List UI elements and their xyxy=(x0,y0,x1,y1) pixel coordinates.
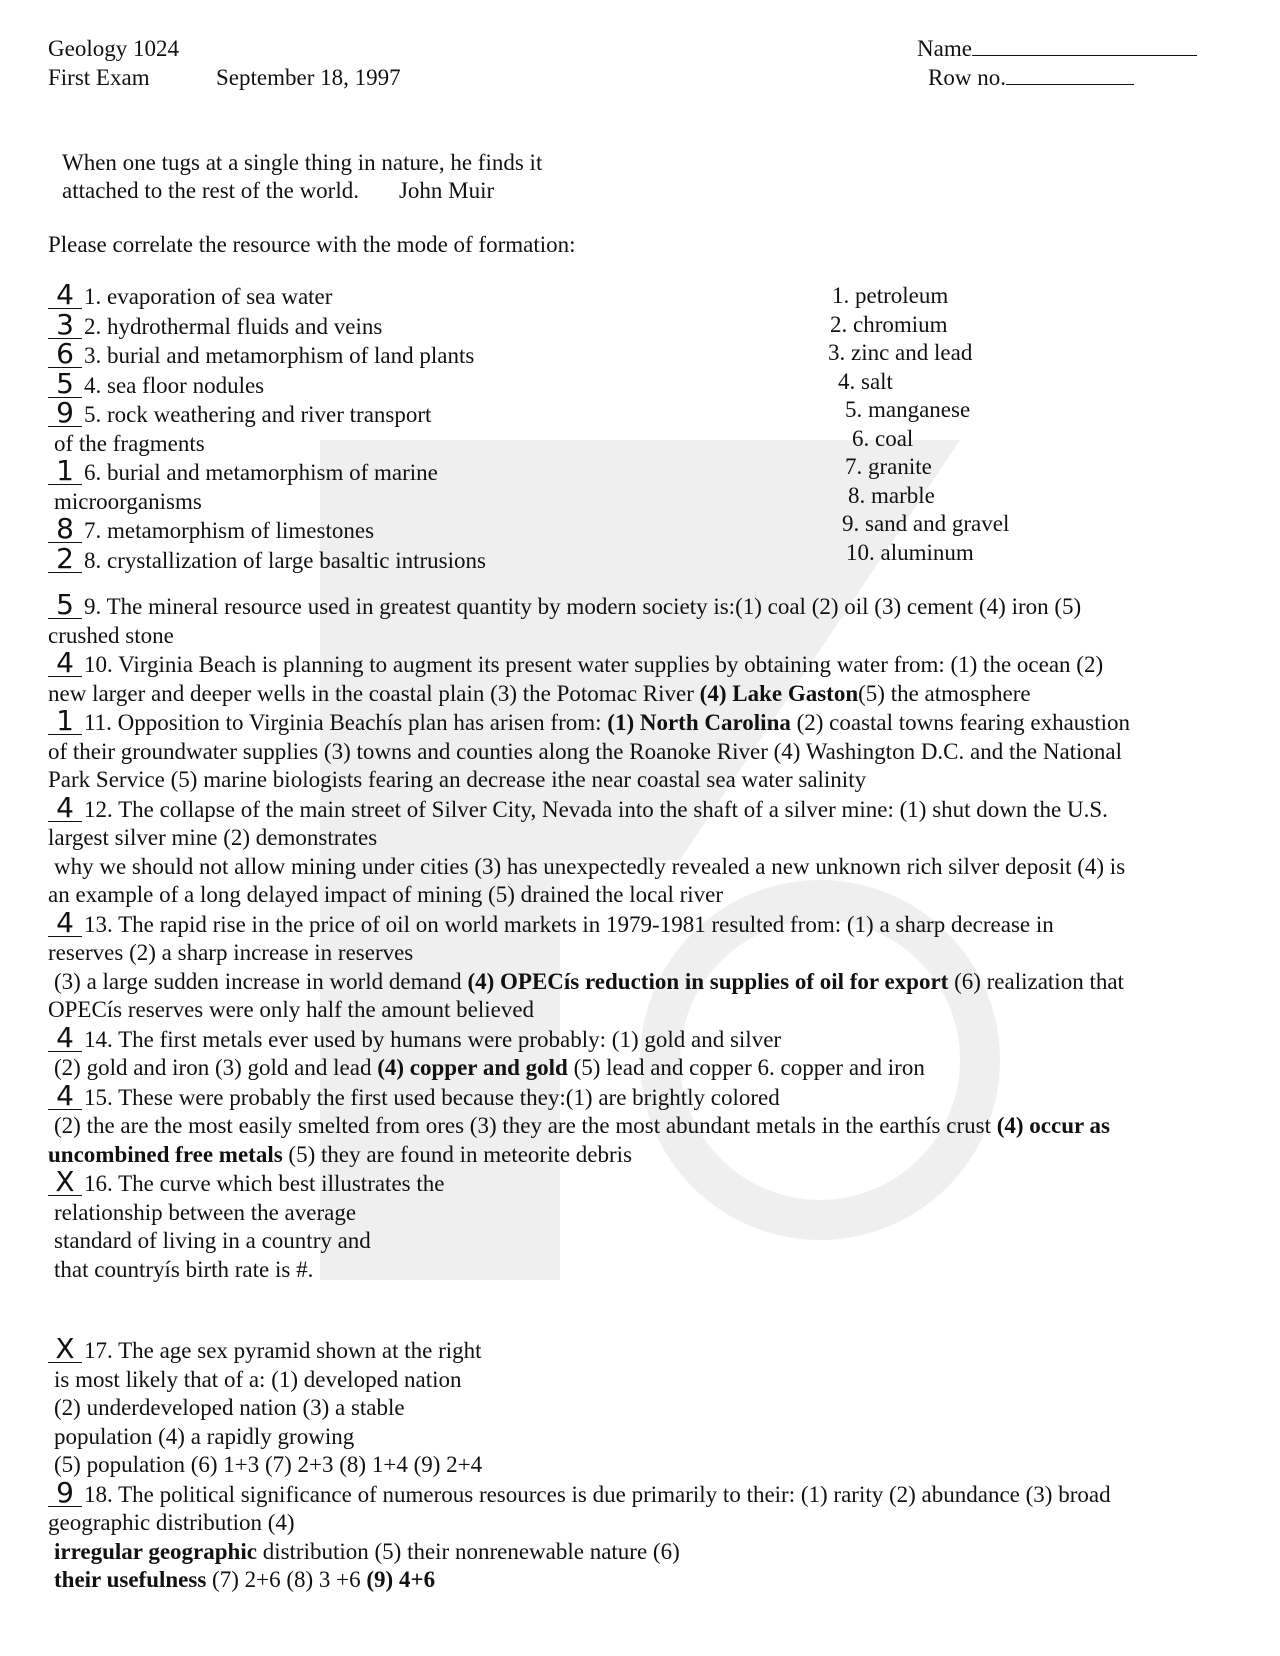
question-14-cont xyxy=(48,1054,1238,1083)
answer-blank[interactable]: X xyxy=(48,1169,82,1196)
question-text: 14. The first metals ever used by humans were probably: (1) gold and silver xyxy=(84,1026,782,1052)
circled-option: irregular geographic xyxy=(54,1538,257,1564)
question-11 xyxy=(48,704,1238,738)
resource-item: 4. salt xyxy=(838,368,893,394)
matching-text: 6. burial and metamorphism of marine xyxy=(84,460,438,485)
exam-label: First Exam xyxy=(48,65,150,90)
matching-text: 3. burial and metamorphism of land plants xyxy=(84,343,475,368)
matching-list xyxy=(48,278,748,575)
answer-blank[interactable]: 1 xyxy=(48,458,82,485)
question-16 xyxy=(48,1165,1238,1199)
question-16-cont: relationship between the average xyxy=(54,1199,357,1225)
question-text: 13. The rapid rise in the price of oil on world markets in 1979-1981 resulted from: (1) a sharp decrease in xyxy=(84,911,1054,937)
row-blank[interactable] xyxy=(1006,66,1134,85)
answer-blank[interactable]: 4 xyxy=(48,1025,82,1052)
matching-text: 4. sea floor nodules xyxy=(84,372,265,398)
question-text: 15. These were probably the first used because they:(1) are brightly colored xyxy=(84,1084,780,1110)
quote-author: John Muir xyxy=(398,178,495,203)
question-text: 11. Opposition to Virginia Beachís plan has arisen from: xyxy=(84,710,602,735)
question-text: (5) the atmosphere xyxy=(858,680,1031,706)
matching-item xyxy=(48,366,748,401)
matching-text: 1. evaporation of sea water xyxy=(84,284,333,309)
matching-text: 8. crystallization of large basaltic intrusions xyxy=(84,547,486,573)
question-17-cont: (5) population (6) 1+3 (7) 2+3 (8) 1+4 (9) 2+4 xyxy=(54,1452,483,1477)
question-16-cont: that countryís birth rate is #. xyxy=(54,1256,314,1282)
circled-option: (4) Lake Gaston xyxy=(699,680,859,706)
question-15 xyxy=(48,1078,1238,1113)
question-9-cont: crushed stone xyxy=(48,622,174,648)
circled-option: uncombined free metals xyxy=(48,1141,283,1167)
quote-text: attached to the rest of the world. xyxy=(62,178,359,203)
questions-block-2 xyxy=(48,1332,1238,1595)
exam-date: September 18, 1997 xyxy=(216,65,401,90)
answer-blank[interactable]: 9 xyxy=(48,400,82,427)
resource-list xyxy=(828,282,1128,567)
matching-item xyxy=(48,278,748,312)
question-text: (2) coastal towns fearing exhaustion xyxy=(796,710,1131,735)
question-text: 16. The curve which best illustrates the xyxy=(84,1171,445,1196)
answer-blank[interactable]: 4 xyxy=(48,795,82,822)
row-label: Row no. xyxy=(928,65,1006,90)
question-text: (2) gold and iron (3) gold and lead xyxy=(54,1055,372,1080)
quote-line-2 xyxy=(62,178,494,204)
answer-blank[interactable]: 4 xyxy=(48,650,82,677)
question-9 xyxy=(48,588,1238,622)
name-blank[interactable] xyxy=(972,37,1197,56)
question-text: (5) they are found in meteorite debris xyxy=(288,1141,633,1167)
question-text: 12. The collapse of the main street of Silver City, Nevada into the shaft of a silver mine: (1) shut down the U.S. xyxy=(84,796,1108,822)
question-12 xyxy=(48,790,1238,825)
resource-item: 10. aluminum xyxy=(846,539,974,565)
question-18-cont: geographic distribution (4) xyxy=(48,1510,295,1535)
question-text: new larger and deeper wells in the coastal plain (3) the Potomac River xyxy=(48,680,694,706)
question-11-cont: Park Service (5) marine biologists fearing an decrease ithe near coastal sea water salinity xyxy=(48,767,867,792)
question-16-cont: standard of living in a country and xyxy=(54,1228,371,1253)
answer-blank[interactable]: 9 xyxy=(48,1480,82,1507)
question-text: distribution (5) their nonrenewable nature (6) xyxy=(262,1538,680,1564)
matching-continuation: microorganisms xyxy=(54,488,202,514)
answer-blank[interactable]: 6 xyxy=(48,341,82,368)
question-17 xyxy=(48,1332,1238,1366)
question-18-cont xyxy=(48,1566,1238,1595)
question-17-cont: is most likely that of a: (1) developed nation xyxy=(54,1366,462,1392)
matching-text: 5. rock weathering and river transport xyxy=(84,402,432,427)
question-text: 17. The age sex pyramid shown at the right xyxy=(84,1338,482,1363)
matching-item xyxy=(48,541,748,576)
question-13-cont: reserves (2) a sharp increase in reserves xyxy=(48,940,414,965)
question-text: 9. The mineral resource used in greatest quantity by modern society is:(1) coal (2) oil (3) cement (4) iron (5) xyxy=(84,594,1082,619)
question-18 xyxy=(48,1475,1238,1510)
resource-item: 2. chromium xyxy=(830,311,948,337)
resource-item: 5. manganese xyxy=(845,397,971,422)
name-field[interactable] xyxy=(917,36,1197,62)
answer-blank[interactable]: 3 xyxy=(48,312,82,339)
answer-blank[interactable]: 1 xyxy=(48,708,82,735)
question-12-cont: largest silver mine (2) demonstrates xyxy=(48,825,378,850)
question-18-cont xyxy=(48,1538,1238,1567)
circled-option: (4) occur as xyxy=(996,1113,1110,1138)
resource-item: 9. sand and gravel xyxy=(842,511,1010,536)
question-text: 18. The political significance of numerous resources is due primarily to their: (1) rarity (2) abundance (3) broad xyxy=(84,1481,1111,1507)
question-17-cont: (2) underdeveloped nation (3) a stable xyxy=(54,1395,405,1420)
answer-blank[interactable]: X xyxy=(48,1336,82,1363)
question-text: (3) a large sudden increase in world demand xyxy=(54,968,462,994)
question-text: (2) the are the most easily smelted from ores (3) they are the most abundant metals in the earthís crust xyxy=(54,1113,991,1138)
row-field[interactable] xyxy=(928,65,1134,91)
matching-text: 2. hydrothermal fluids and veins xyxy=(84,313,383,339)
matching-item xyxy=(48,454,748,488)
resource-item: 1. petroleum xyxy=(832,283,949,308)
resource-item: 8. marble xyxy=(848,482,935,508)
resource-item: 3. zinc and lead xyxy=(828,340,973,365)
answer-blank[interactable]: 5 xyxy=(48,592,82,619)
question-text: (7) 2+6 (8) 3 +6 xyxy=(212,1567,361,1592)
question-text: (6) realization that xyxy=(954,968,1124,994)
question-13 xyxy=(48,905,1238,940)
question-13-cont xyxy=(48,968,1238,997)
circled-option: their usefulness xyxy=(54,1567,207,1592)
question-14 xyxy=(48,1020,1238,1055)
question-17-cont: population (4) a rapidly growing xyxy=(54,1423,355,1449)
questions-block xyxy=(48,588,1238,1284)
question-15-cont xyxy=(48,1141,1238,1170)
resource-item: 6. coal xyxy=(852,425,914,451)
matching-item xyxy=(48,307,748,342)
answer-blank[interactable]: 5 xyxy=(48,371,82,398)
question-10 xyxy=(48,646,1238,680)
resource-item: 7. granite xyxy=(845,454,932,479)
circled-option: (4) copper and gold xyxy=(377,1055,568,1080)
question-10-cont xyxy=(48,680,1238,709)
question-text: (5) lead and copper 6. copper and iron xyxy=(573,1055,925,1080)
matching-continuation: of the fragments xyxy=(54,430,205,456)
circled-option: (4) OPECís reduction in supplies of oil for export xyxy=(467,968,949,994)
answer-blank[interactable]: 4 xyxy=(48,1083,82,1110)
answer-blank[interactable]: 4 xyxy=(48,282,82,309)
name-label: Name xyxy=(917,36,972,61)
matching-item xyxy=(48,337,748,371)
matching-item xyxy=(48,396,748,430)
question-text: 10. Virginia Beach is planning to augment its present water supplies by obtaining water from: (1) the ocean (2) xyxy=(84,652,1104,677)
question-12-cont: why we should not allow mining under cities (3) has unexpectedly revealed a new unknown rich silver deposit (4) is xyxy=(54,853,1126,879)
question-11-cont: of their groundwater supplies (3) towns and counties along the Roanoke River (4) Washington D.C. and the National xyxy=(48,738,1123,764)
course-title: Geology 1024 xyxy=(48,36,179,61)
matching-text: 7. metamorphism of limestones xyxy=(84,518,375,543)
matching-item xyxy=(48,512,748,546)
question-13-cont: OPECís reserves were only half the amount believed xyxy=(48,997,535,1022)
answer-blank[interactable]: 4 xyxy=(48,910,82,937)
instructions: Please correlate the resource with the mode of formation: xyxy=(48,232,576,257)
circled-option: (1) North Carolina xyxy=(607,710,791,735)
answer-blank[interactable]: 2 xyxy=(48,546,82,573)
question-12-cont: an example of a long delayed impact of mining (5) drained the local river xyxy=(48,882,724,907)
quote-line-1: When one tugs at a single thing in nature, he finds it xyxy=(62,150,543,175)
answer-blank[interactable]: 8 xyxy=(48,516,82,543)
question-15-cont xyxy=(48,1112,1238,1141)
circled-option: (9) 4+6 xyxy=(366,1567,436,1592)
